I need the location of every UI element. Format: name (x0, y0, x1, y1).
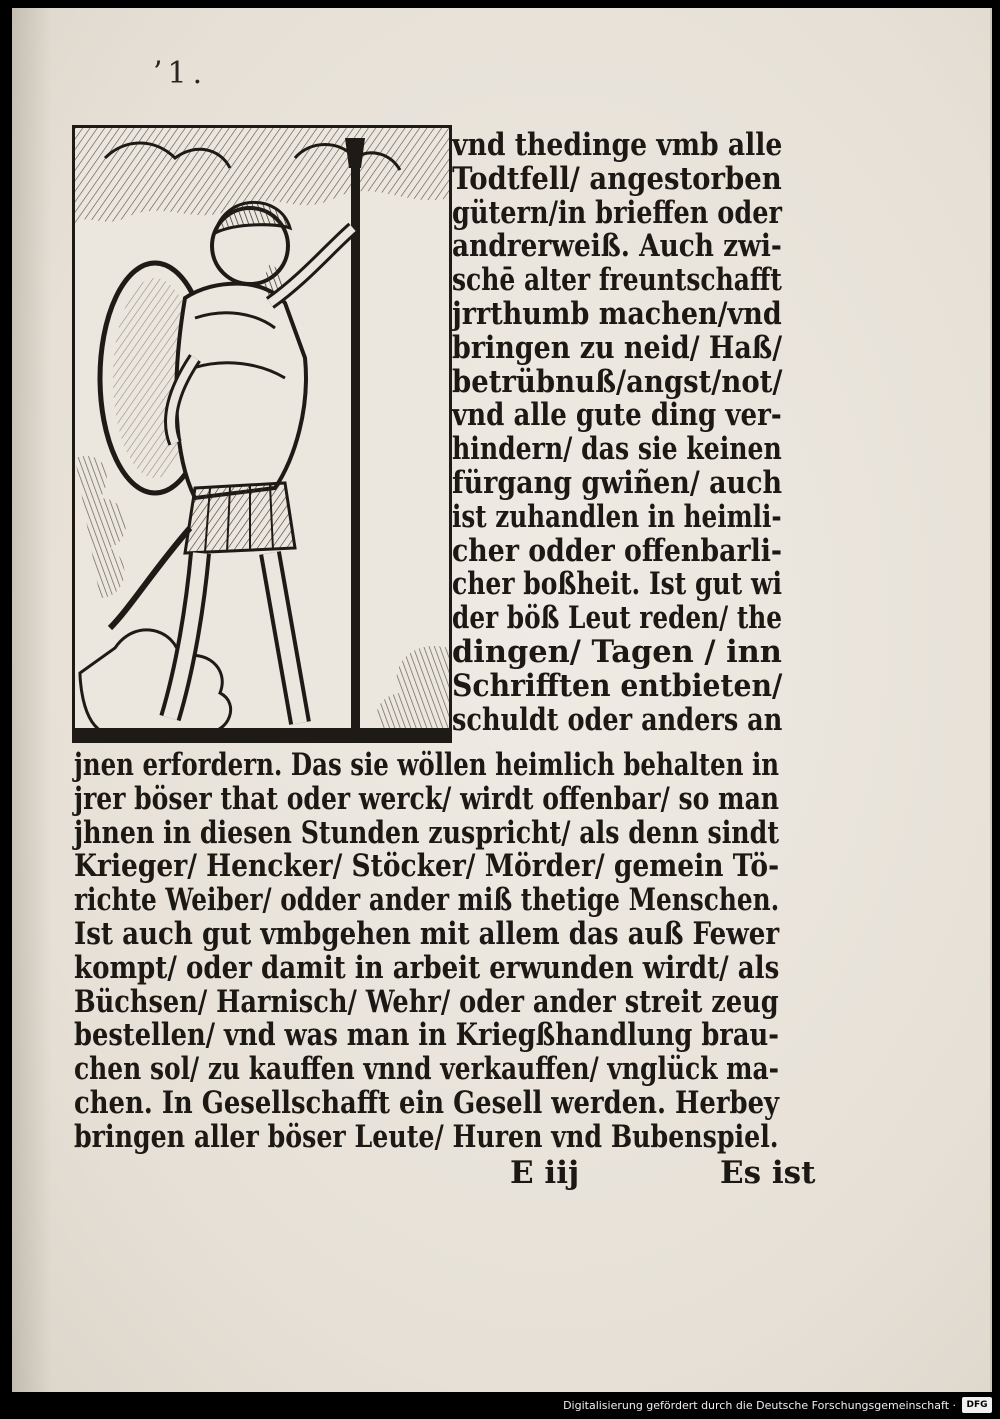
text-line: Schrifften entbieten/ (452, 667, 783, 704)
catchword: Es ist (720, 1155, 816, 1191)
text-line: fürgang gwiñen/ auch (452, 465, 783, 501)
signature-mark: E iij (510, 1155, 580, 1191)
text-line: richte Weiber/ odder ander miß thetige Menschen. (74, 882, 780, 919)
text-line: hindern/ das sie keinen (452, 431, 782, 468)
text-line: kompt/ oder damit in arbeit erwunden wirdt/ als (74, 949, 780, 986)
text-line: chen sol/ zu kauffen vnnd verkauffen/ vnglück ma- (74, 1051, 780, 1088)
footer-credit: Digitalisierung gefördert durch die Deutsche Forschungsgemeinschaft · (563, 1399, 956, 1412)
book-page (12, 8, 992, 1392)
text-line: vnd alle gute ding ver- (452, 397, 782, 434)
text-line: jrrthumb machen/vnd (452, 296, 782, 332)
text-line: bestellen/ vnd was man in Kriegßhandlung brau- (74, 1017, 779, 1054)
text-line: Krieger/ Hencker/ Stöcker/ Mörder/ gemein Tö- (74, 848, 780, 885)
woodcut-drawing (75, 128, 449, 740)
text-line: andrerweiß. Auch zwi- (452, 228, 782, 265)
text-line: dingen/ Tagen / inn (452, 634, 782, 670)
text-line: Todtfell/ angestorben (452, 160, 782, 197)
text-line: Ist auch gut vmbgehen mit allem das auß Fewer (74, 916, 780, 952)
text-line: gütern/in brieffen oder (452, 194, 782, 231)
text-line: bringen zu neid/ Haß/ (452, 329, 783, 366)
dfg-logo: DFG (962, 1397, 992, 1413)
gutter-shadow (12, 8, 52, 1392)
text-line: schē alter freuntschafft (452, 262, 782, 299)
text-line: Büchsen/ Harnisch/ Wehr/ oder ander streit zeug (74, 983, 779, 1020)
footer-bar (0, 1392, 1000, 1419)
text-line: cher boßheit. Ist gut wi (452, 566, 782, 603)
woodcut-illustration-soldier (72, 125, 452, 743)
text-line: der böß Leut reden/ the (452, 600, 783, 637)
text-line: jrer böser that oder werck/ wirdt offenbar/ so man (74, 780, 780, 817)
text-line: vnd thedinge vmb alle (452, 127, 783, 163)
text-line: bringen aller böser Leute/ Huren vnd Bubenspiel. (74, 1118, 779, 1155)
text-line: betrübnuß/angst/not/ (452, 363, 783, 400)
text-line: chen. In Gesellschafft ein Gesell werden. Herbey (74, 1085, 780, 1121)
text-line: jhnen in diesen Stunden zuspricht/ als denn sindt (74, 814, 780, 851)
text-line: jnen erfordern. Das sie wöllen heimlich behalten in (74, 747, 780, 783)
text-line: ist zuhandlen in heimli- (452, 498, 782, 535)
folio-mark: ʼ1. (152, 56, 209, 91)
text-line: cher odder offenbarli- (452, 532, 783, 569)
text-line: schuldt oder anders an (452, 701, 783, 738)
